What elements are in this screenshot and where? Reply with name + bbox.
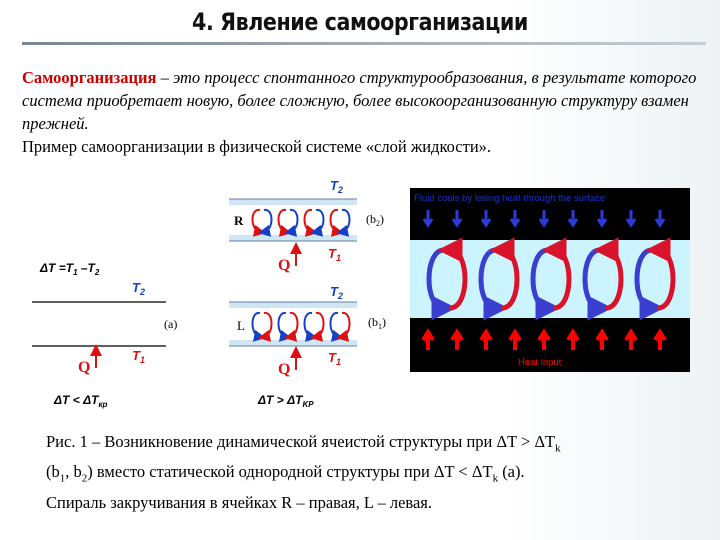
heat-input-caption: Heat input xyxy=(518,357,562,368)
label-l: L xyxy=(237,318,245,333)
caption-sub-k1: k xyxy=(555,442,561,455)
b2-t2-label: $T_2$ xyxy=(330,178,343,195)
caption-line2-b: , b xyxy=(65,462,82,482)
b1-q-label: Q xyxy=(278,361,291,378)
caption-sub-1: 1 xyxy=(59,472,66,485)
b2-cells xyxy=(253,210,350,232)
b1-cells xyxy=(253,313,350,337)
intro-paragraph xyxy=(22,66,702,158)
b2-top-band xyxy=(229,199,357,205)
caption-sub-2: 2 xyxy=(81,472,88,485)
a-t2-label: $T_2$ xyxy=(132,280,145,297)
figure-caption xyxy=(46,430,706,515)
caption-line2-c: ) вместо статической однородной структуры при ΔT < ΔT xyxy=(87,462,493,482)
b2-t1-label: $T_1$ xyxy=(328,246,341,263)
convection-cells-svg xyxy=(410,188,690,372)
convection-schematic xyxy=(28,168,396,416)
a-label: (a) xyxy=(164,317,178,331)
caption-line1: Рис. 1 – Возникновение динамической ячеистой структуры при ΔT > ΔT xyxy=(46,432,556,451)
slide-title: 4. Явление самоорганизации xyxy=(192,8,528,36)
delta-t-gt-label: $\Delta T > \Delta T_{KP}$ xyxy=(258,393,314,409)
a-q-label: Q xyxy=(78,359,91,376)
definition-text: – это процесс спонтанного структурообразования, в результате которого система приобретает новую, более сложную, более высокоорганизованную структуру взамен прежней. xyxy=(22,68,697,133)
surface-caption: Fluid cools by losing heat through the surface xyxy=(414,193,606,204)
a-t1-label: $T_1$ xyxy=(132,348,145,365)
convection-schematic-svg xyxy=(28,168,396,416)
caption-line2-d: (а). xyxy=(498,462,525,482)
caption-line3: Спираль закручивания в ячейках R – правая, L – левая. xyxy=(46,492,433,512)
b2-bottom-band xyxy=(229,235,357,241)
label-r: R xyxy=(234,213,244,228)
b1-bottom-band xyxy=(229,340,357,346)
delta-t-lt-label: $\Delta T < \Delta T_{кр}$ xyxy=(54,393,108,409)
b1-label: $(b_1)$ xyxy=(368,315,386,331)
caption-line2-a: (b xyxy=(46,462,60,482)
caption-sub-k2: k xyxy=(492,472,499,485)
b2-label: $(b_2)$ xyxy=(366,212,384,228)
b1-t2-label: $T_2$ xyxy=(330,284,343,301)
title-divider xyxy=(22,42,706,45)
example-text: Пример самоорганизации в физической системе «слой жидкости». xyxy=(22,137,492,156)
term-self-organization: Самоорганизация xyxy=(22,68,157,87)
b2-q-label: Q xyxy=(278,257,291,274)
convection-cells-figure xyxy=(410,188,690,372)
delta-t-formula: $\Delta T =T_1$ $-T_2$ xyxy=(40,261,100,277)
b1-top-band xyxy=(229,302,357,308)
b1-t1-label: $T_1$ xyxy=(328,350,341,367)
